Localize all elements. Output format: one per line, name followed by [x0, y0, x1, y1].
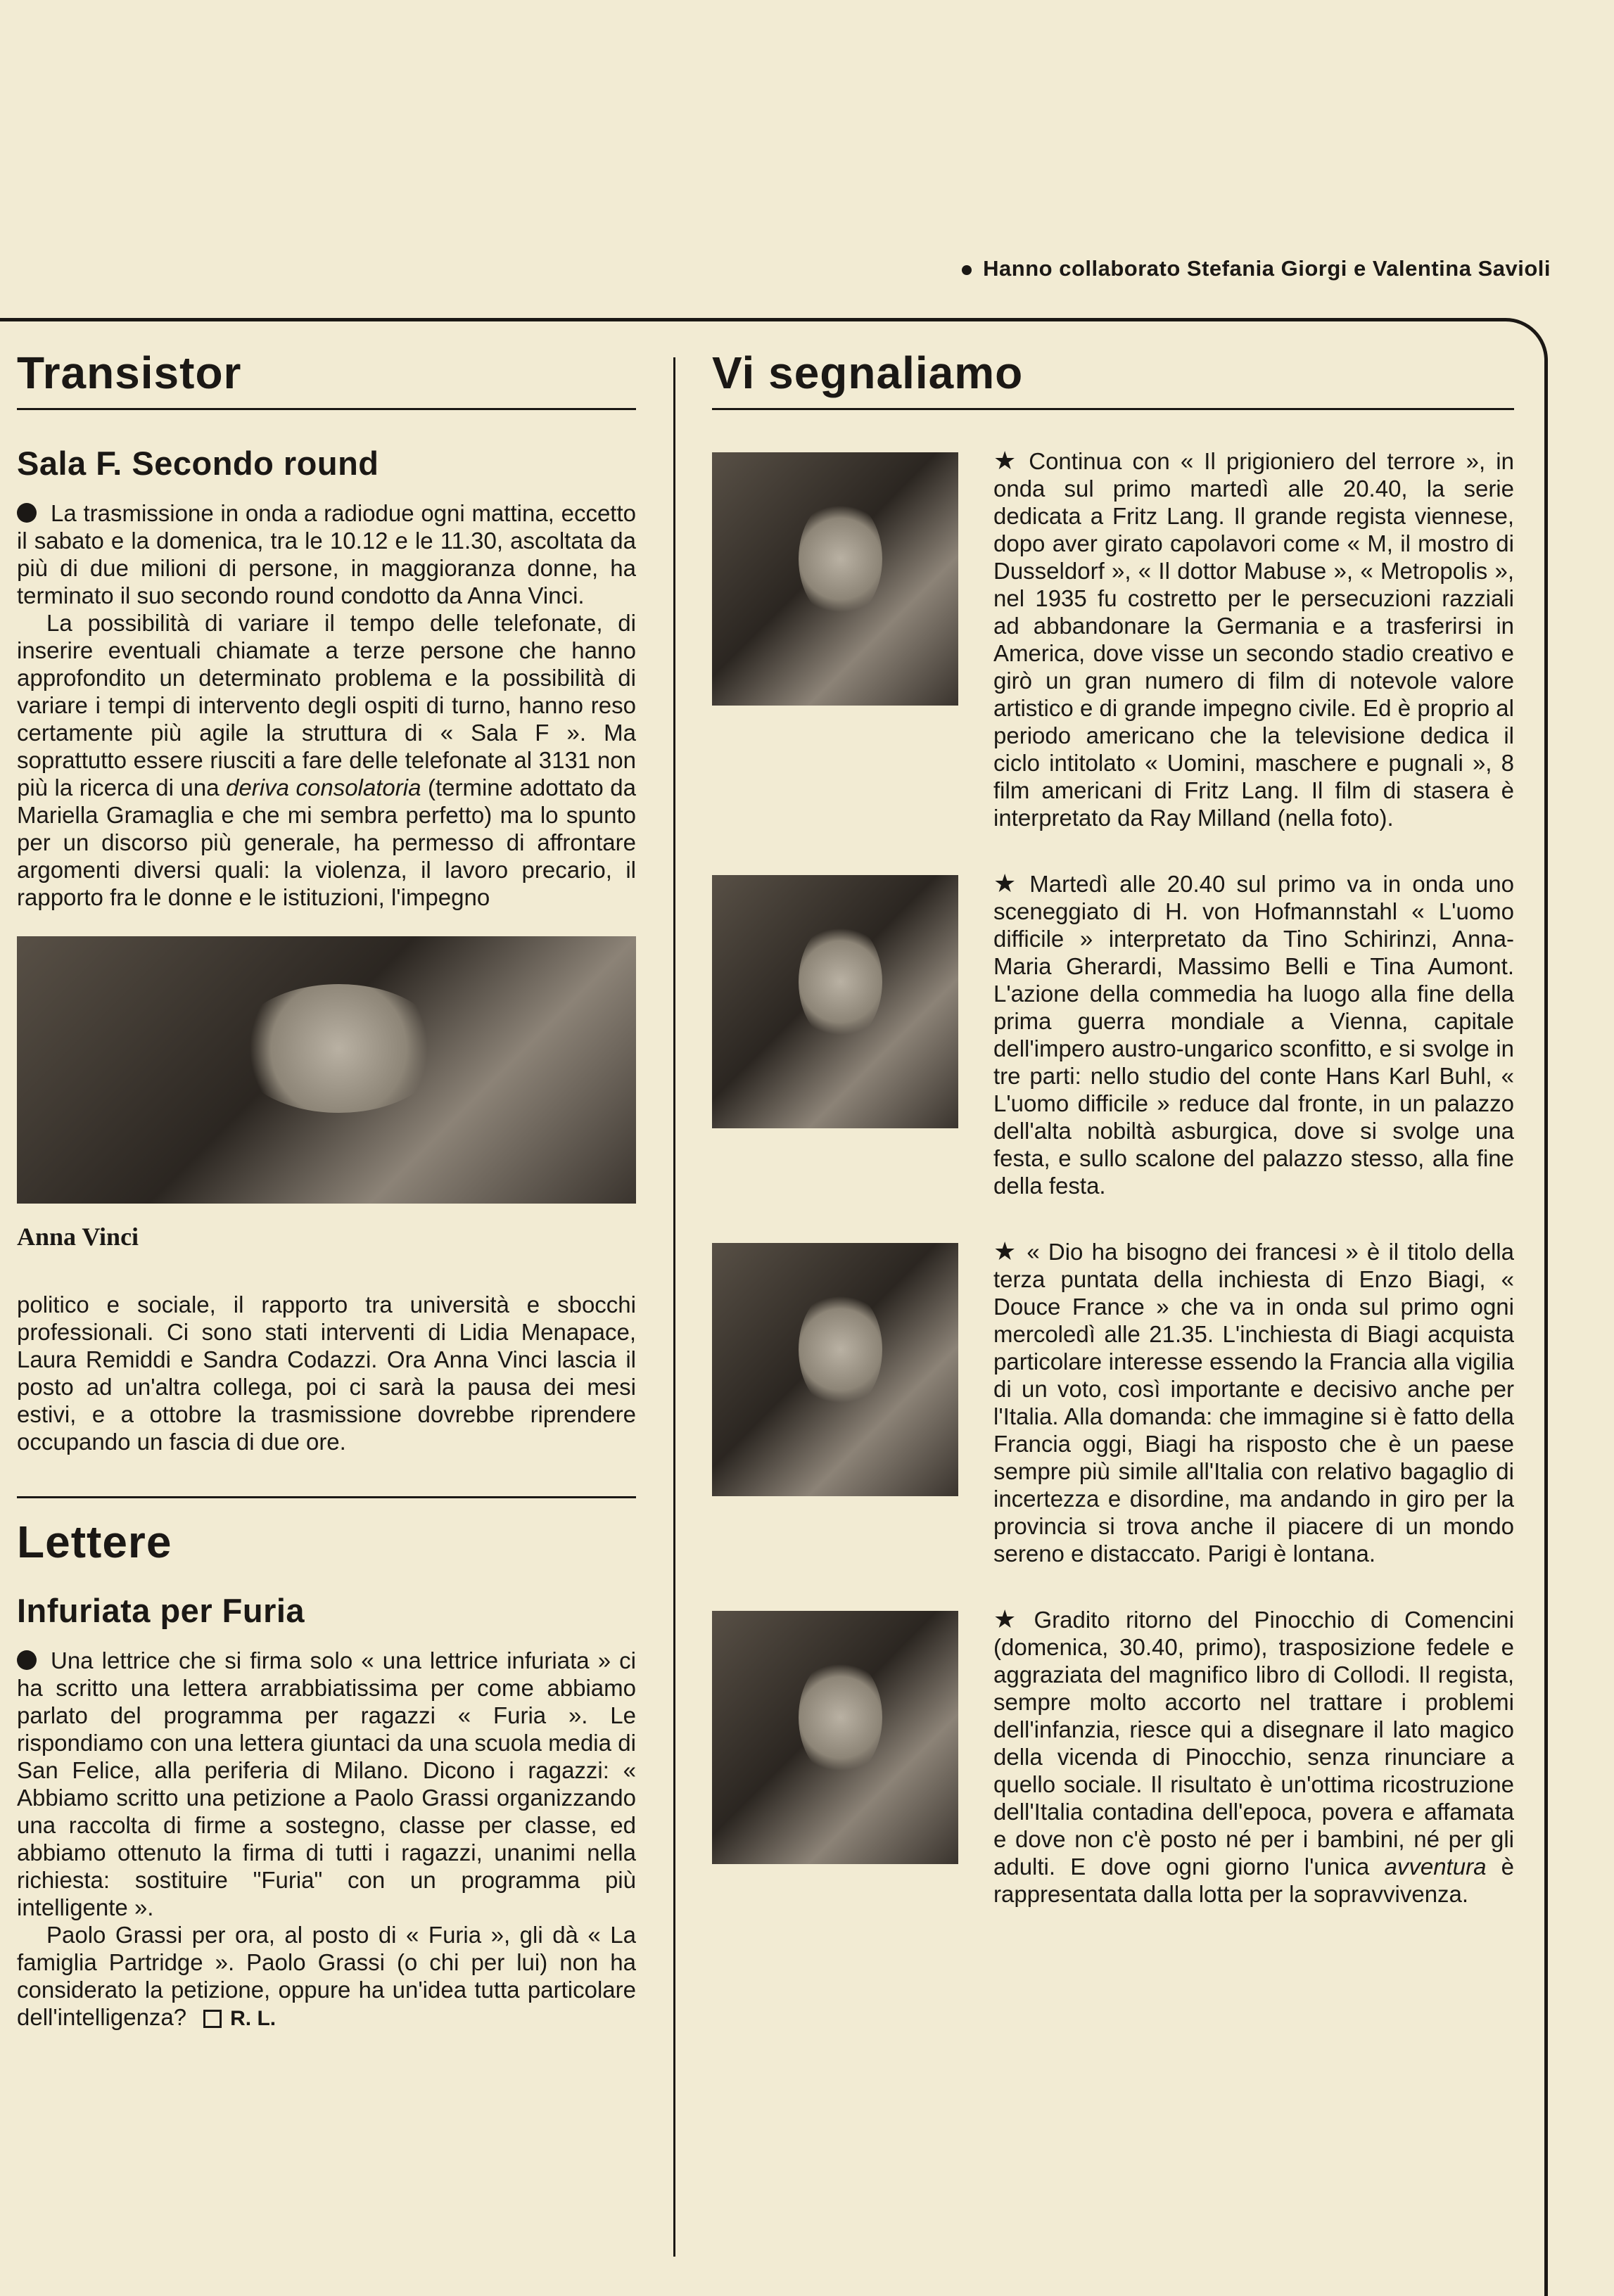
- segnaliamo-item: [712, 1237, 1514, 1567]
- transistor-p1-text: La trasmissione in onda a radiodue ogni mattina, eccetto il sabato e la domenica, tra le 10.12 e le 11.30, ascoltata da più di due milioni di persone, in maggioranza donne, ha terminato il suo secondo round condotto da Anna Vinci.: [17, 500, 636, 608]
- anna-vinci-photo: [17, 936, 636, 1204]
- credit-line: [962, 256, 1551, 281]
- transistor-paragraph-2: [17, 609, 636, 911]
- lettere-paragraph-1: [17, 1647, 636, 1921]
- segnaliamo-item: [712, 447, 1514, 831]
- section-rule: [17, 1496, 636, 1498]
- ray-milland-photo: [712, 452, 958, 706]
- left-column: [17, 345, 636, 2032]
- segnaliamo-item-text: [993, 1237, 1514, 1567]
- enzo-biagi-photo: [712, 1243, 958, 1496]
- segnaliamo-item: [712, 869, 1514, 1199]
- item-3-text: « Dio ha bisogno dei francesi » è il titolo della terza puntata della inchiesta di Enzo Biagi, « Douce France » che va in onda sul primo ogni mercoledì alle 21.35. L'inchiesta di Biagi acquista particolare interesse essendo la Francia alla vigilia di un voto, così importante e decisivo anche per l'Italia. Alla domanda: che immagine si è fatto della Francia oggi, Biagi ha risposto che è un paese sempre più simile all'Italia con relativo bagaglio di incertezza e disordine, ma andando in giro per la provincia si trova anche il piacere di un mondo sereno e distaccato. Parigi è lontana.: [993, 1239, 1514, 1567]
- star-icon: ★: [993, 1605, 1026, 1633]
- segnaliamo-item-text: [993, 447, 1514, 831]
- transistor-p2b-text: (termine adottato da Mariella Gramaglia e che mi sembra perfetto) ma lo spunto per un discorso più generale, ha permesso di affrontare argomenti diversi quali: la violenza, il lavoro precario, il rapporto fra le donne e le istituzioni, l'impegno: [17, 774, 637, 910]
- transistor-p2a-text: La possibilità di variare il tempo delle telefonate, di inserire eventuali chiamate a terze persone che hanno approfondito un determinato problema e la possibilità di variare i tempi di intervento degli ospiti di turno, hanno reso certamente più agile la struttura di « Sala F ». Ma soprattutto essere riusciti a fare delle telefonate al 3131 non più la ricerca di una: [17, 610, 636, 801]
- star-icon: ★: [993, 869, 1022, 898]
- item-4-emphasis: avventura: [1384, 1854, 1487, 1880]
- lettere-paragraph-2: [17, 1921, 636, 2032]
- item-4-text-a: Gradito ritorno del Pinocchio di Comencini (domenica, 30.40, primo), trasposizione fedele e aggraziata del magnifico libro di Collodi. Il regista, sempre molto accorto nel trattare i problemi dell'infanzia, riesce qui a disegnare il lato magico della vicenda di Pinocchio, senza rinunciare a quello sociale. Il risultato è un'ottima ricostruzione dell'Italia contadina dell'epoca, povera e affamata e dove non c'è posto né per i bambini, né per gli adulti. E dove ogni giorno l'unica: [993, 1607, 1514, 1880]
- transistor-p2-emphasis: deriva consolatoria: [226, 774, 421, 801]
- segnaliamo-item: [712, 1605, 1514, 1908]
- top-rule: [0, 318, 1506, 321]
- item-2-text: Martedì alle 20.40 sul primo va in onda uno sceneggiato di H. von Hofmannstahl « L'uomo difficile » interpretato da Tino Schirinzi, Anna-Maria Gherardi, Massimo Belli e Tina Aumont. L'azione della commedia ha luogo alla fine della prima guerra mondiale a Vienna, capitale dell'impero austro-ungarico sconfitto, e si svolge in tre parti: nello studio del conte Hans Karl Buhl, « L'uomo difficile » reduce dal fronte, in un palazzo dell'alta nobiltà asburgica, dove si svolge una festa, e sullo scalone del palazzo stesso, alla fine della festa.: [993, 871, 1514, 1199]
- transistor-paragraph-1: [17, 499, 636, 609]
- end-square-icon: [203, 2010, 222, 2028]
- right-column: [712, 345, 1514, 1908]
- pinocchio-photo: [712, 1611, 958, 1864]
- column-divider: [673, 357, 675, 2257]
- segnaliamo-item-text: [993, 1605, 1514, 1908]
- transistor-title: Transistor: [17, 350, 636, 410]
- lettere-subhead: Infuriata per Furia: [17, 1592, 305, 1629]
- signature: R. L.: [230, 2007, 277, 2030]
- lettere-p1-text: Una lettrice che si firma solo « una lettrice infuriata » ci ha scritto una lettera arrabbiatissima per come abbiamo parlato del programma per ragazzi « Furia ». Le rispondiamo con una lettera giuntaci da una scuola media di San Felice, alla periferia di Milano. Dicono i ragazzi: « Abbiamo scritto una petizione a Paolo Grassi organizzando una raccolta di firme a sostegno, classe per classe, ed abbiamo ottenuto la firma di tutti i ragazzi, unanimi nella richiesta: sostituire "Furia" con un programma più intelligente ».: [17, 1647, 636, 1920]
- item-4-text-b: è rappresentata dalla lotta per la sopravvivenza.: [993, 1854, 1514, 1907]
- transistor-subhead: Sala F. Secondo round: [17, 445, 379, 482]
- lettere-title: Lettere: [17, 1517, 172, 1567]
- star-icon: ★: [993, 1237, 1019, 1265]
- uomo-difficile-photo: [712, 875, 958, 1128]
- item-1-text: Continua con « Il prigioniero del terrore », in onda sul primo martedì alle 20.40, la serie dedicata a Fritz Lang. Il grande regista viennese, dopo aver girato capolavori come « M, il mostro di Dusseldorf », « Il dottor Mabuse », « Metropolis », nel 1935 fu costretto per le persecuzioni razziali ad abbandonare la Germania e a trasferirsi in America, dove visse un secondo stadio creativo e girò un gran numero di film di notevole valore artistico e di grande impegno civile. Ed è proprio al periodo americano che la televisione dedica il ciclo intitolato « Uomini, maschere e pugnali », 8 film americani di Fritz Lang. Il film di stasera è interpretato da Ray Milland (nella foto).: [993, 448, 1514, 831]
- star-icon: ★: [993, 446, 1021, 475]
- bullet-icon: [17, 503, 37, 523]
- photo-caption: Anna Vinci: [17, 1223, 139, 1251]
- bullet-icon: [17, 1650, 37, 1670]
- segnaliamo-item-text: [993, 869, 1514, 1199]
- bullet-icon: [962, 265, 972, 275]
- segnaliamo-title: Vi segnaliamo: [712, 350, 1514, 410]
- transistor-paragraph-3: politico e sociale, il rapporto tra università e sbocchi professionali. Ci sono stati interventi di Lidia Menapace, Laura Remiddi e Sandra Codazzi. Ora Anna Vinci lascia il posto ad un'altra collega, poi ci sarà la pausa dei mesi estivi, e a ottobre la trasmissione dovrebbe riprendere occupando un fascia di due ore.: [17, 1292, 636, 1455]
- lettere-p2-text: Paolo Grassi per ora, al posto di « Furia », gli dà « La famiglia Partridge ». Paolo Grassi (o chi per lui) non ha considerato la petizione, oppure ha un'idea tutta particolare dell'intelligenza?: [17, 1922, 636, 2030]
- credit-text: Hanno collaborato Stefania Giorgi e Valentina Savioli: [983, 256, 1551, 281]
